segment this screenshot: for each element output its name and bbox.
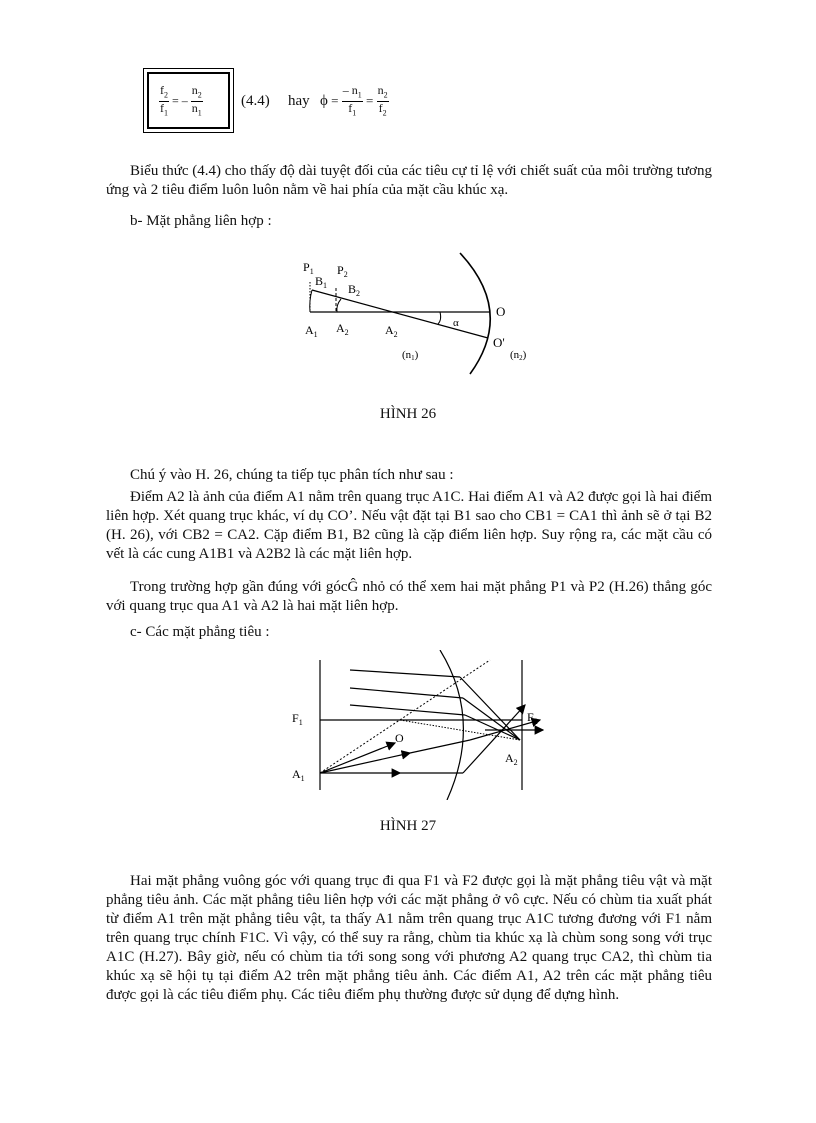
equals-sign: = bbox=[172, 93, 179, 108]
label-b1: $B_1$ bbox=[315, 274, 328, 290]
symbol-f: f bbox=[348, 101, 353, 116]
symbol-n: n bbox=[191, 101, 198, 116]
secondary-axis-a1 bbox=[320, 660, 490, 773]
fraction-n1-f1 bbox=[342, 84, 363, 120]
paragraph-conjugate-points: Điểm A2 là ảnh của điểm A1 nằm trên quang trục A1C. Hai điểm A1 và A2 được gọi là hai điểm liên hợp. Xét quang trục khác, ví dụ CO’. Nếu vật đặt tại B1 sao cho CB1 = CA1 thì ảnh sẽ ở tại B2 (H. 26), với CB2 = CA2. Cặp điểm B1, B2 cũng là cặp điểm liên hợp. Suy rộng ra, các mặt cầu có vết là các cung A1B1 và A2B2 là các mặt liên hợp. bbox=[106, 489, 712, 562]
fraction-n2-f2 bbox=[377, 84, 389, 120]
angle-alpha-arc bbox=[438, 312, 441, 324]
subscript: 2 bbox=[383, 90, 388, 100]
label-a2-second: $A_2$ bbox=[385, 323, 398, 339]
label-o: O bbox=[496, 304, 506, 319]
ray-a1-up-cont bbox=[410, 740, 470, 753]
figure-26-caption: HÌNH 26 bbox=[379, 406, 437, 422]
symbol-n: n bbox=[377, 83, 384, 97]
alternate-formula bbox=[320, 84, 389, 120]
arc-a2b2 bbox=[337, 299, 341, 312]
heading-conjugate-planes: b- Mặt phẳng liên hợp : bbox=[130, 213, 272, 229]
equals-sign: = bbox=[331, 92, 339, 108]
label-f2: $F_2$ bbox=[527, 710, 538, 726]
paragraph-note: Chú ý vào H. 26, chúng ta tiếp tục phân tích như sau : bbox=[130, 467, 454, 483]
symbol-minus-n: – n bbox=[342, 83, 358, 97]
label-o: O bbox=[395, 731, 404, 745]
label-f1: $F_1$ bbox=[292, 711, 303, 727]
arc-a1b1 bbox=[310, 290, 312, 312]
label-n2: (n2) bbox=[510, 349, 527, 362]
label-a1: $A_1$ bbox=[305, 323, 318, 339]
ray-a1-up bbox=[320, 753, 410, 773]
figure-26 bbox=[290, 250, 540, 380]
label-a2: $A_2$ bbox=[505, 751, 518, 767]
label-n1: (n1) bbox=[402, 349, 419, 362]
label-a1: $A_1$ bbox=[292, 767, 305, 783]
symbol-phi: ϕ bbox=[320, 92, 328, 109]
paragraph-focal-planes: Hai mặt phẳng vuông góc với quang trục đi qua F1 và F2 được gọi là mặt phẳng tiêu vật và mặt phẳng tiêu ảnh. Các mặt phẳng tiêu liên hợp với các mặt phẳng ở vô cực. Nếu có chùm tia xuất phát từ điểm A1 trên mặt phẳng tiêu vật, ta thấy A1 nằm trên quang trục A1C tương đương với F1 nằm trên quang trục chính F1C. Vì vậy, có thể suy ra rằng, chùm tia khúc xạ là chùm song song với trục A1C (H.27). Bây giờ, nếu có chùm tia tới song song với phương A2 quang trục CA2, thì chùm tia khúc xạ sẽ hội tụ tại điểm A2 trên mặt phẳng tiêu ảnh. Các điểm A1, A2 trên các mặt phẳng tiêu được gọi là các tiêu điểm phụ. Các tiêu điểm phụ thường được sử dụng để dựng hình. bbox=[106, 873, 712, 1003]
subscript: 1 bbox=[352, 108, 357, 118]
connector-word: hay bbox=[288, 93, 310, 109]
paragraph-approximation: Trong trường hợp gần đúng với gócĜ nhỏ có thể xem hai mặt phẳng P1 và P2 (H.26) thẳng góc với quang trục qua A1 và A2 là hai mặt liên hợp. bbox=[106, 579, 712, 614]
subscript: 1 bbox=[357, 90, 362, 100]
spherical-surface bbox=[460, 253, 490, 374]
fraction-f2-f1 bbox=[159, 84, 169, 120]
incident-ray-1 bbox=[350, 670, 460, 677]
label-o-prime: O' bbox=[493, 335, 505, 350]
paragraph-focal-ratio: Biểu thức (4.4) cho thấy độ dài tuyệt đối của các tiêu cự tỉ lệ với chiết suất của môi trường tương ứng và 2 tiêu điểm luôn luôn nằm về hai phía của mặt cầu khúc xạ. bbox=[106, 163, 712, 198]
subscript: 1 bbox=[197, 108, 202, 118]
boxed-formula-content bbox=[159, 84, 203, 120]
label-alpha: α bbox=[453, 317, 459, 329]
label-b2: $B_2$ bbox=[348, 282, 361, 298]
subscript: 2 bbox=[197, 90, 202, 100]
heading-focal-planes: c- Các mặt phẳng tiêu : bbox=[130, 624, 270, 640]
figure-27 bbox=[285, 650, 555, 800]
symbol-f: f bbox=[160, 101, 164, 116]
boxed-formula bbox=[147, 72, 230, 129]
refracting-surface bbox=[440, 650, 463, 800]
symbol-n: n bbox=[191, 83, 198, 97]
symbol-f: f bbox=[378, 101, 383, 116]
label-p2: $P_2$ bbox=[337, 263, 348, 279]
equals-sign: = bbox=[366, 92, 374, 108]
label-a2-first: $A_2$ bbox=[336, 321, 349, 337]
fraction-n2-n1 bbox=[191, 84, 203, 120]
label-p1: $P_1$ bbox=[303, 260, 314, 276]
subscript: 2 bbox=[164, 90, 168, 100]
incident-ray-3 bbox=[350, 705, 465, 715]
subscript: 1 bbox=[164, 108, 168, 118]
figure-27-caption: HÌNH 27 bbox=[379, 818, 437, 834]
symbol-f: f bbox=[160, 83, 164, 97]
subscript: 2 bbox=[382, 108, 387, 118]
equation-label: (4.4) bbox=[241, 93, 270, 109]
incident-ray-2 bbox=[350, 688, 463, 698]
minus-sign: – bbox=[181, 93, 188, 108]
